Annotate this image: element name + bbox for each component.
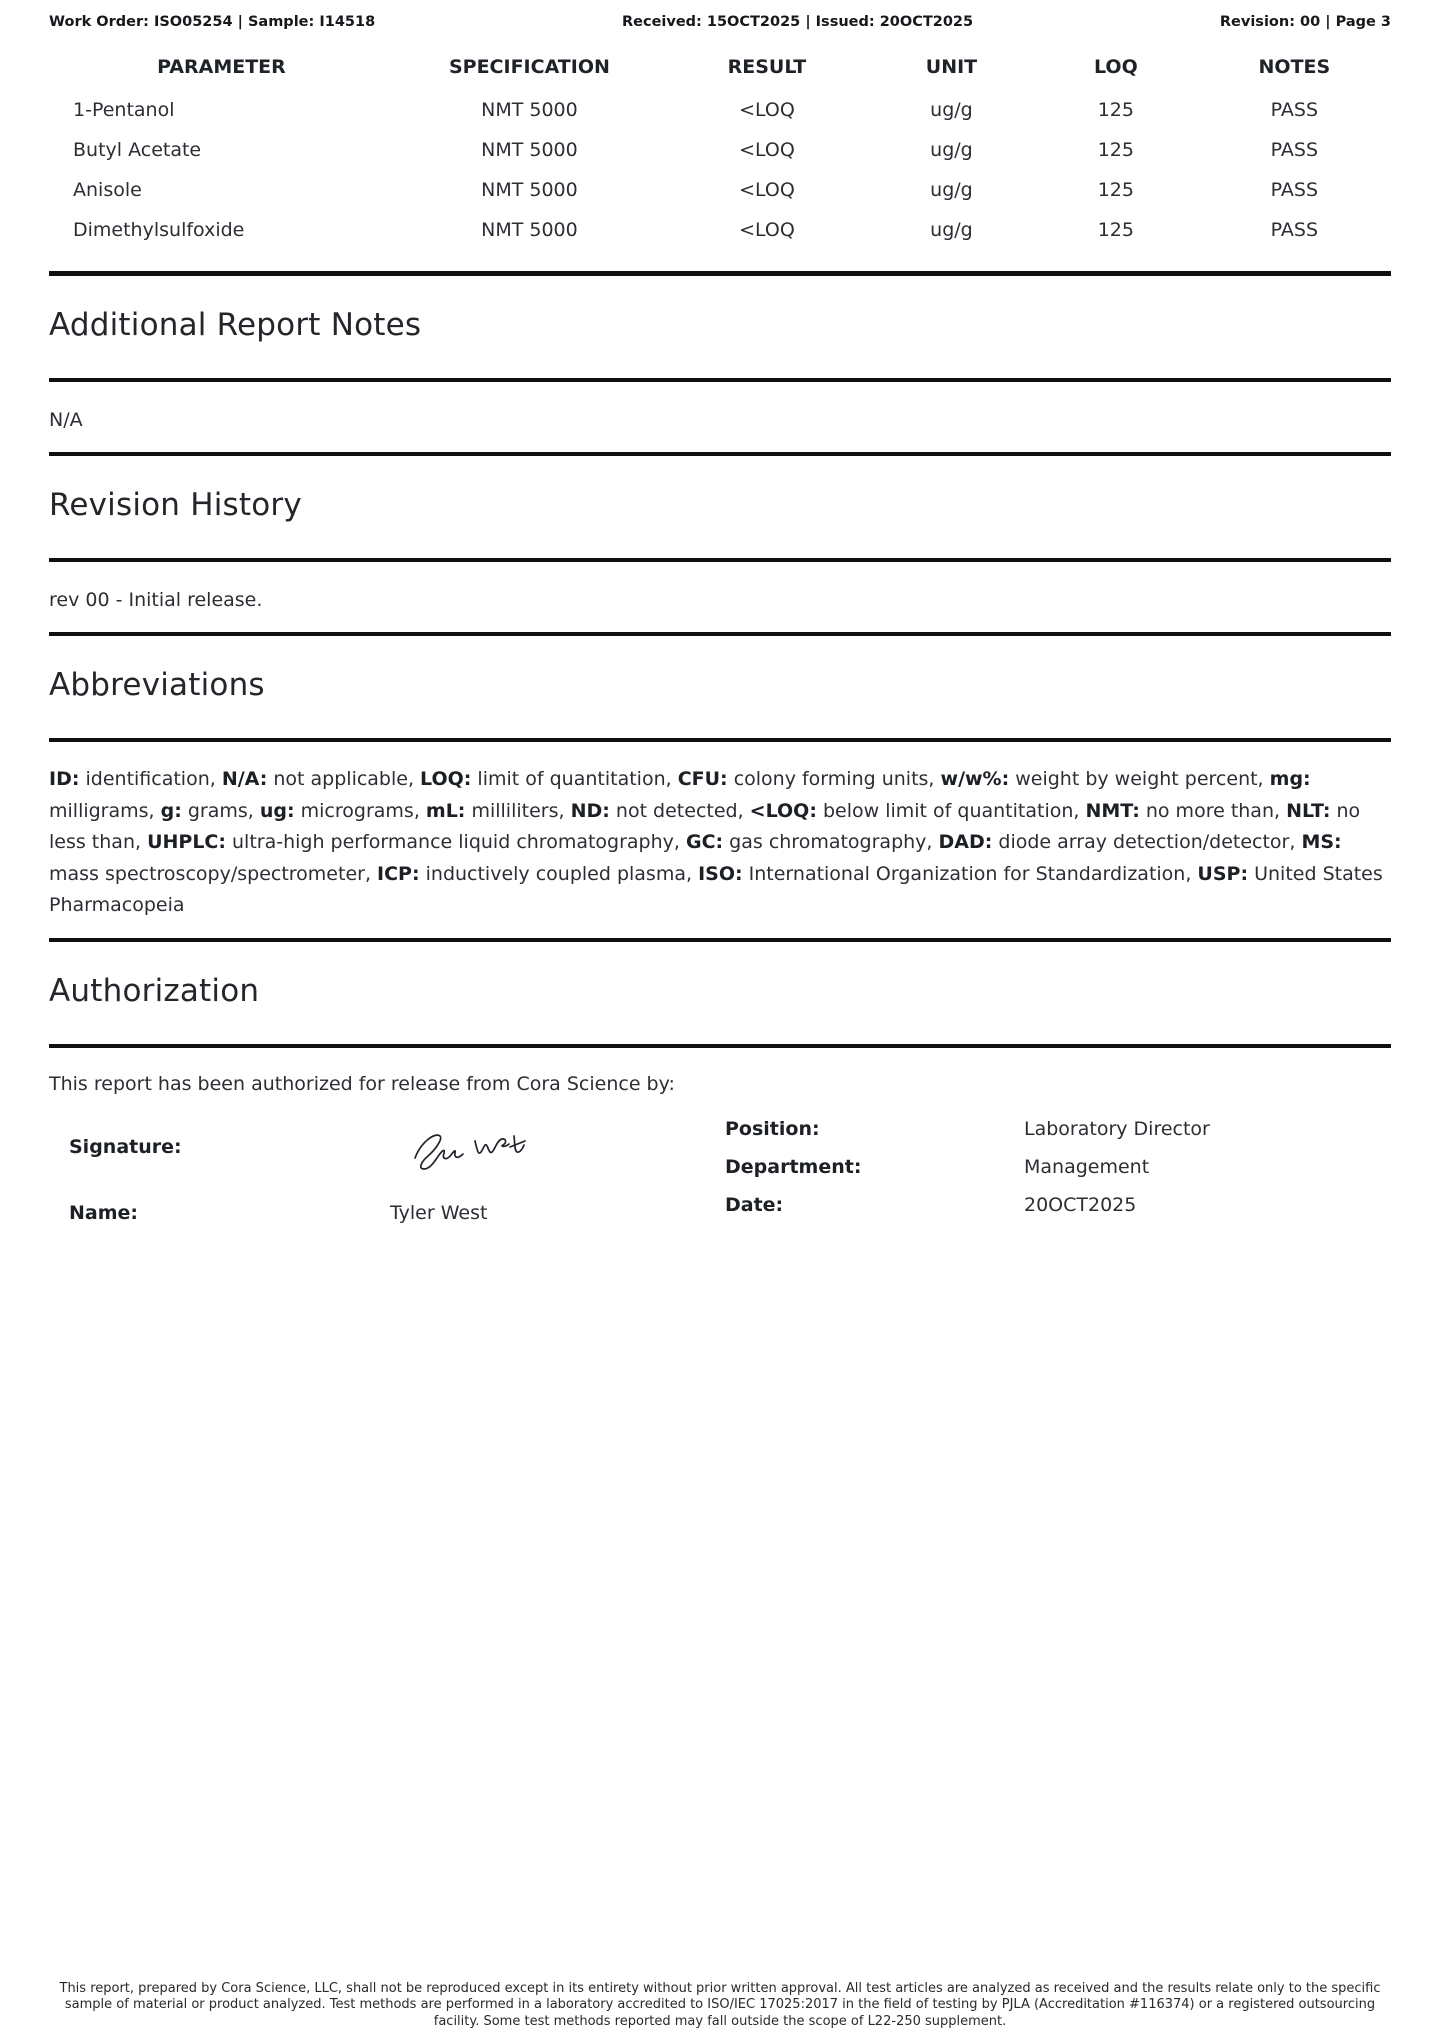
signature-image [405, 1126, 533, 1178]
abbreviation-term: MS: [1301, 831, 1342, 853]
abbreviation-term: NLT: [1286, 799, 1331, 822]
date-label: Date: [725, 1193, 784, 1216]
abbreviation-item: ICP: inductively coupled plasma, [377, 862, 699, 885]
abbreviation-term: UHPLC: [147, 831, 226, 853]
table-cell: NMT 5000 [481, 139, 578, 161]
abbreviation-term: N/A: [221, 768, 268, 790]
abbreviation-item: ug: micrograms, [259, 799, 426, 822]
abbreviation-item: GC: gas chromatography, [686, 831, 939, 853]
table-cell: PASS [1270, 139, 1319, 161]
table-row [49, 210, 1391, 250]
abbreviation-item: g: grams, [160, 799, 260, 822]
col-header-result: RESULT [727, 56, 807, 78]
table-cell: NMT 5000 [481, 99, 578, 121]
abbreviation-item: ND: not detected, [570, 799, 750, 822]
table-cell: PASS [1270, 219, 1319, 241]
abbreviation-item: UHPLC: ultra-high performance liquid chromatography, [147, 831, 686, 853]
abbreviation-term: USP: [1197, 862, 1249, 885]
abbreviation-term: g: [160, 799, 182, 822]
received-issued: Received: 15OCT2025 | Issued: 20OCT2025 [621, 14, 974, 30]
divider [49, 452, 1391, 456]
abbreviation-term: ug: [259, 799, 295, 822]
table-cell: <LOQ [739, 219, 795, 241]
signature-svg [405, 1126, 533, 1174]
divider [49, 938, 1391, 942]
table-cell: Anisole [73, 179, 142, 201]
table-cell: ug/g [930, 99, 973, 121]
notes-body: N/A [49, 409, 83, 431]
department-label: Department: [725, 1155, 862, 1178]
abbreviation-item: mg: milligrams, [49, 768, 1311, 822]
table-cell: 125 [1097, 99, 1134, 121]
abbreviation-item: CFU: colony forming units, [677, 768, 941, 790]
table-cell: Butyl Acetate [73, 139, 202, 161]
abbreviation-item: ID: identification, [49, 768, 222, 790]
table-cell: NMT 5000 [481, 219, 578, 241]
authorization-intro: This report has been authorized for release from Cora Science by: [49, 1072, 675, 1095]
table-cell: Dimethylsulfoxide [73, 219, 245, 241]
abbreviation-item: LOQ: limit of quantitation, [420, 768, 678, 790]
col-header-loq: LOQ [1093, 56, 1138, 78]
table-cell: NMT 5000 [481, 179, 578, 201]
divider [49, 378, 1391, 382]
table-cell: 125 [1097, 139, 1134, 161]
divider [49, 738, 1391, 742]
divider [49, 271, 1391, 276]
abbreviation-item: <LOQ: below limit of quantitation, [749, 799, 1086, 822]
results-table [49, 44, 1391, 250]
abbreviation-term: ID: [49, 768, 80, 790]
table-cell: PASS [1270, 179, 1319, 201]
abbreviation-term: CFU: [677, 768, 728, 790]
abbreviation-item: DAD: diode array detection/detector, [938, 831, 1302, 853]
results-table-body [49, 90, 1391, 250]
table-cell: <LOQ [739, 139, 795, 161]
col-header-parameter: PARAMETER [157, 56, 286, 78]
table-cell: <LOQ [739, 99, 795, 121]
table-cell: 125 [1097, 219, 1134, 241]
table-cell: ug/g [930, 179, 973, 201]
page-meta-row [49, 14, 1391, 30]
position-value: Laboratory Director [1024, 1117, 1210, 1140]
results-table-header [49, 44, 1391, 90]
abbreviations-text [49, 764, 1391, 922]
table-cell: ug/g [930, 219, 973, 241]
divider [49, 1044, 1391, 1048]
abbreviation-item: mL: milliliters, [425, 799, 571, 822]
abbreviation-term: GC: [686, 831, 724, 853]
divider [49, 558, 1391, 562]
abbreviation-term: DAD: [938, 831, 993, 853]
position-label: Position: [725, 1117, 820, 1140]
abbreviation-term: mL: [425, 799, 466, 822]
table-cell: <LOQ [739, 179, 795, 201]
revision-page: Revision: 00 | Page 3 [1219, 14, 1391, 30]
abbreviation-item: USP: United States Pharmacopeia [49, 862, 1383, 916]
table-cell: 1-Pentanol [73, 99, 175, 121]
abbreviation-item: N/A: not applicable, [221, 768, 421, 790]
authorization-block [49, 1110, 1391, 1242]
abbreviation-term: <LOQ: [749, 799, 817, 822]
revision-history-body: rev 00 - Initial release. [49, 589, 263, 611]
abbreviation-item: w/w%: weight by weight percent, [940, 768, 1270, 790]
footer-disclaimer: This report, prepared by Cora Science, LLC, shall not be reproduced except in its entirety without prior written approval. All test articles are analyzed as received and the results relate only to the specific sample of material or product analyzed. Test methods are performed in a laboratory accredited to ISO/IEC 17025:2017 in the field of testing by PJLA (Accreditation #116374) or a registered outsourcing facility. Some test methods reported may fall outside the scope of L22-250 supplement. [59, 1980, 1381, 2029]
abbreviation-term: NMT: [1085, 799, 1140, 822]
divider [49, 632, 1391, 636]
name-label: Name: [69, 1201, 139, 1224]
abbreviation-term: ND: [570, 799, 610, 822]
department-value: Management [1024, 1155, 1150, 1178]
abbreviation-term: w/w%: [940, 768, 1010, 790]
section-title-authorization: Authorization [49, 972, 260, 1009]
abbreviation-term: ISO: [698, 862, 743, 885]
abbreviation-item: NLT: no less than, [49, 799, 1361, 853]
abbreviation-item: NMT: no more than, [1085, 799, 1287, 822]
section-title-abbreviations: Abbreviations [49, 667, 265, 703]
table-cell: ug/g [930, 139, 973, 161]
col-header-notes: NOTES [1258, 56, 1331, 78]
signature-label: Signature: [69, 1135, 182, 1158]
table-cell: 125 [1097, 179, 1134, 201]
abbreviation-term: LOQ: [420, 768, 472, 790]
work-order-sample: Work Order: ISO05254 | Sample: I14518 [49, 14, 376, 30]
table-row [49, 170, 1391, 210]
date-value: 20OCT2025 [1024, 1193, 1137, 1216]
abbreviation-item: ISO: International Organization for Standardization, [698, 862, 1198, 885]
table-cell: PASS [1270, 99, 1319, 121]
abbreviation-term: mg: [1269, 768, 1311, 790]
name-value: Tyler West [390, 1201, 488, 1224]
col-header-specification: SPECIFICATION [448, 56, 610, 78]
section-title-notes: Additional Report Notes [49, 307, 422, 343]
header-row [49, 44, 1391, 90]
table-row [49, 90, 1391, 130]
table-row [49, 130, 1391, 170]
col-header-unit: UNIT [925, 56, 978, 78]
section-title-revision-history: Revision History [49, 487, 302, 523]
abbreviation-term: ICP: [377, 862, 420, 885]
abbreviation-item: MS: mass spectroscopy/spectrometer, [49, 831, 1342, 885]
